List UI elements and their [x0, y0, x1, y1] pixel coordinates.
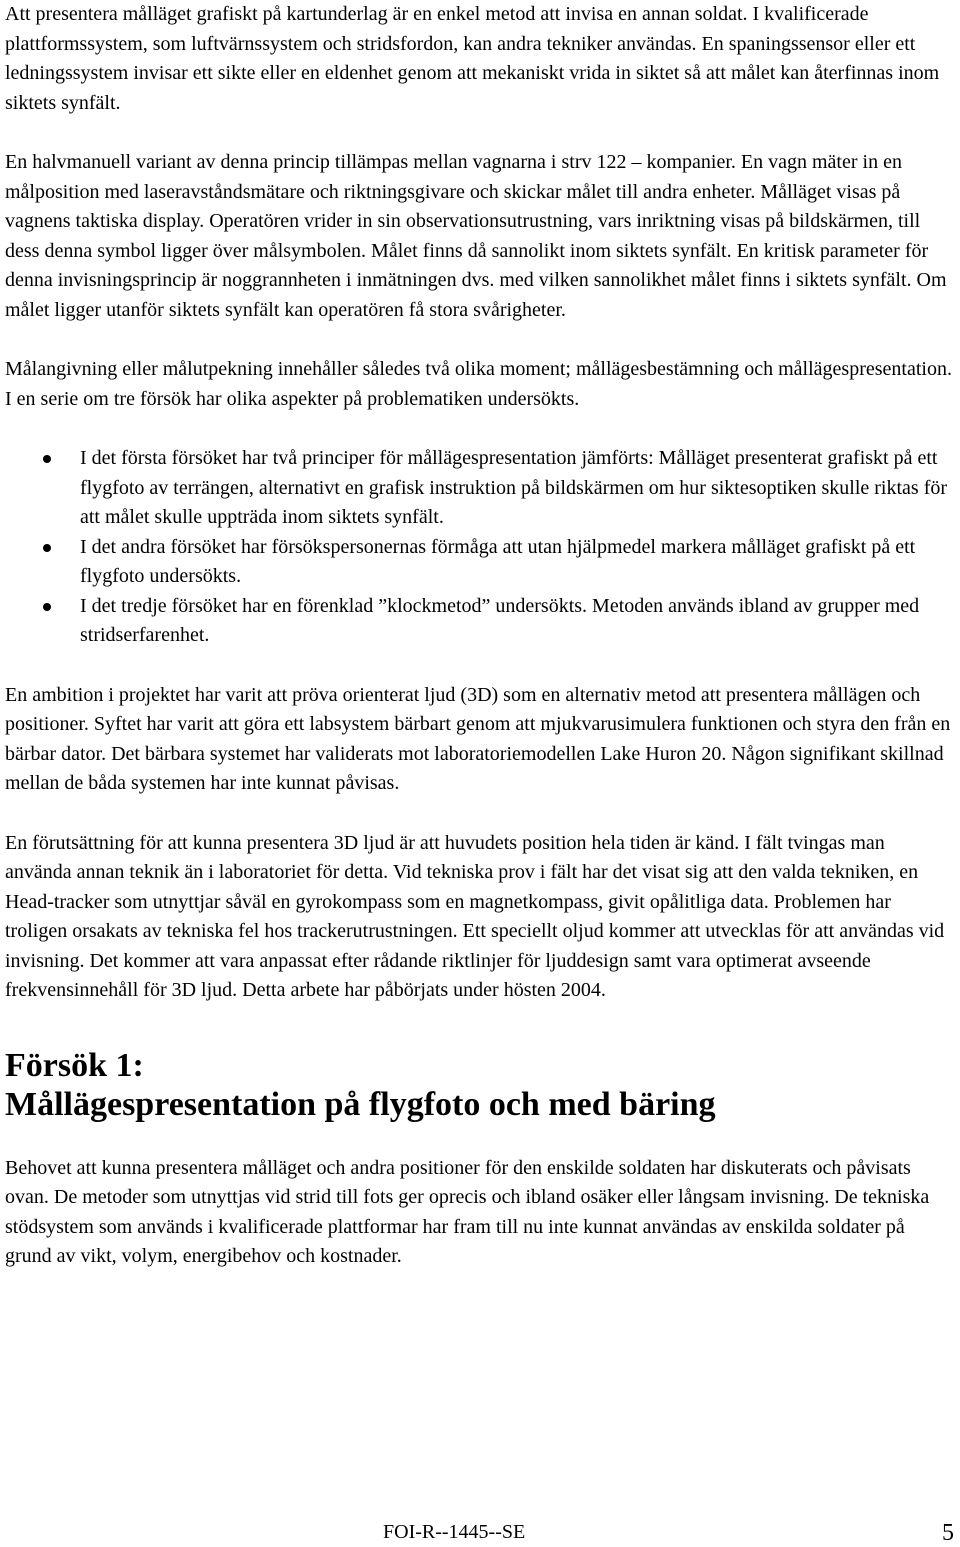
paragraph-intro: Att presentera målläget grafiskt på kartunderlag är en enkel metod att invisa en annan soldat. I kvalificerade plattformssystem, som luftvärnssystem och stridsfordon, kan andra tekniker användas. En spaningssensor eller ett ledningssystem invisar ett sikte eller en eldenhet genom att mekaniskt vrida in siktet så att målet kan återfinnas inom siktets synfält. [5, 3, 940, 114]
list-item-text: I det första försöket har två principer för mållägespresentation jämförts: Målläget presenterat grafiskt på ett flygfoto av terrängen, alternativt en grafisk instruktion på bildskärmen om hur siktesoptiken skulle riktas för att målet skulle uppträda inom siktets synfält. [80, 447, 948, 528]
paragraph-behovet: Behovet att kunna presentera målläget och andra positioner för den enskilde soldaten har diskuterats och påvisats ovan. De metoder som utnyttjas vid strid till fots ger oprecis och ibland osäker eller långsam invisning. De tekniska stödsystem som används i kvalificerade plattformar har fram till nu inte kunnat användas av enskilda soldater på grund av vikt, volym, energibehov och kostnader. [5, 1156, 930, 1267]
section-heading [5, 1046, 955, 1124]
bullet-icon [43, 603, 51, 611]
list-item-text: I det andra försöket har försökspersonernas förmåga att utan hjälpmedel markera målläget grafiskt på ett flygfoto undersökts. [80, 535, 916, 587]
list-item [5, 533, 955, 592]
bullet-icon [43, 544, 51, 552]
page-number: 5 [942, 1520, 954, 1546]
document-page [5, 0, 955, 1272]
experiment-list [5, 444, 955, 651]
report-code: FOI-R--1445--SE [383, 1521, 526, 1543]
paragraph-halvmanuell: En halvmanuell variant av denna princip tillämpas mellan vagnarna i strv 122 – kompanier. En vagn mäter in en målposition med laseravståndsmätare och riktningsgivare och skickar målet till andra enheter. Målläget visas på vagnens taktiska display. Operatören vrider in sin observationsutrustning, vars inriktning visas på bildskärmen, till dess denna symbol ligger över målsymbolen. Målet finns då sannolikt inom siktets synfält. En kritisk parameter för denna invisningsprincip är noggrannheten i inmätningen dvs. med vilken sannolikhet målet finns i siktets synfält. Om målet ligger utanför siktets synfält kan operatören få stora svårigheter. [5, 151, 947, 321]
section-heading-line-1: Försök 1: [5, 1046, 144, 1084]
bullet-icon [43, 455, 51, 463]
paragraph-forutsattning: En förutsättning för att kunna presentera 3D ljud är att huvudets position hela tiden är känd. I fält tvingas man använda annan teknik än i laboratoriet för detta. Vid tekniska prov i fält har det visat sig att den valda tekniken, en Head-tracker som utnyttjar såväl en gyrokompass som en magnetkompass, givit opålitliga data. Problemen har troligen orsakats av tekniska fel hos trackerutrustningen. Ett speciellt oljud kommer att utvecklas för att användas vid invisning. Det kommer att vara anpassat efter rådande riktlinjer för ljuddesign samt vara optimerat avseende frekvensinnehåll för 3D ljud. Detta arbete har påbörjats under hösten 2004. [5, 831, 945, 1001]
list-item [5, 592, 955, 651]
paragraph-malangivning: Målangivning eller målutpekning innehåller således två olika moment; mållägesbestämning och mållägespresentation. I en serie om tre försök har olika aspekter på problematiken undersökts. [5, 358, 952, 410]
section-heading-line-2: Mållägespresentation på flygfoto och med bäring [5, 1085, 716, 1123]
list-item-text: I det tredje försöket har en förenklad ”klockmetod” undersökts. Metoden används ibland av grupper med stridserfarenhet. [80, 594, 920, 646]
list-item [5, 444, 955, 533]
paragraph-ambition: En ambition i projektet har varit att pröva orienterat ljud (3D) som en alternativ metod att presentera mållägen och positioner. Syftet har varit att göra ett labsystem bärbart genom att mjukvarusimulera funktionen och styra den från en bärbar dator. Det bärbara systemet har validerats mot laboratoriemodellen Lake Huron 20. Någon signifikant skillnad mellan de båda systemen har inte kunnat påvisas. [5, 683, 951, 794]
